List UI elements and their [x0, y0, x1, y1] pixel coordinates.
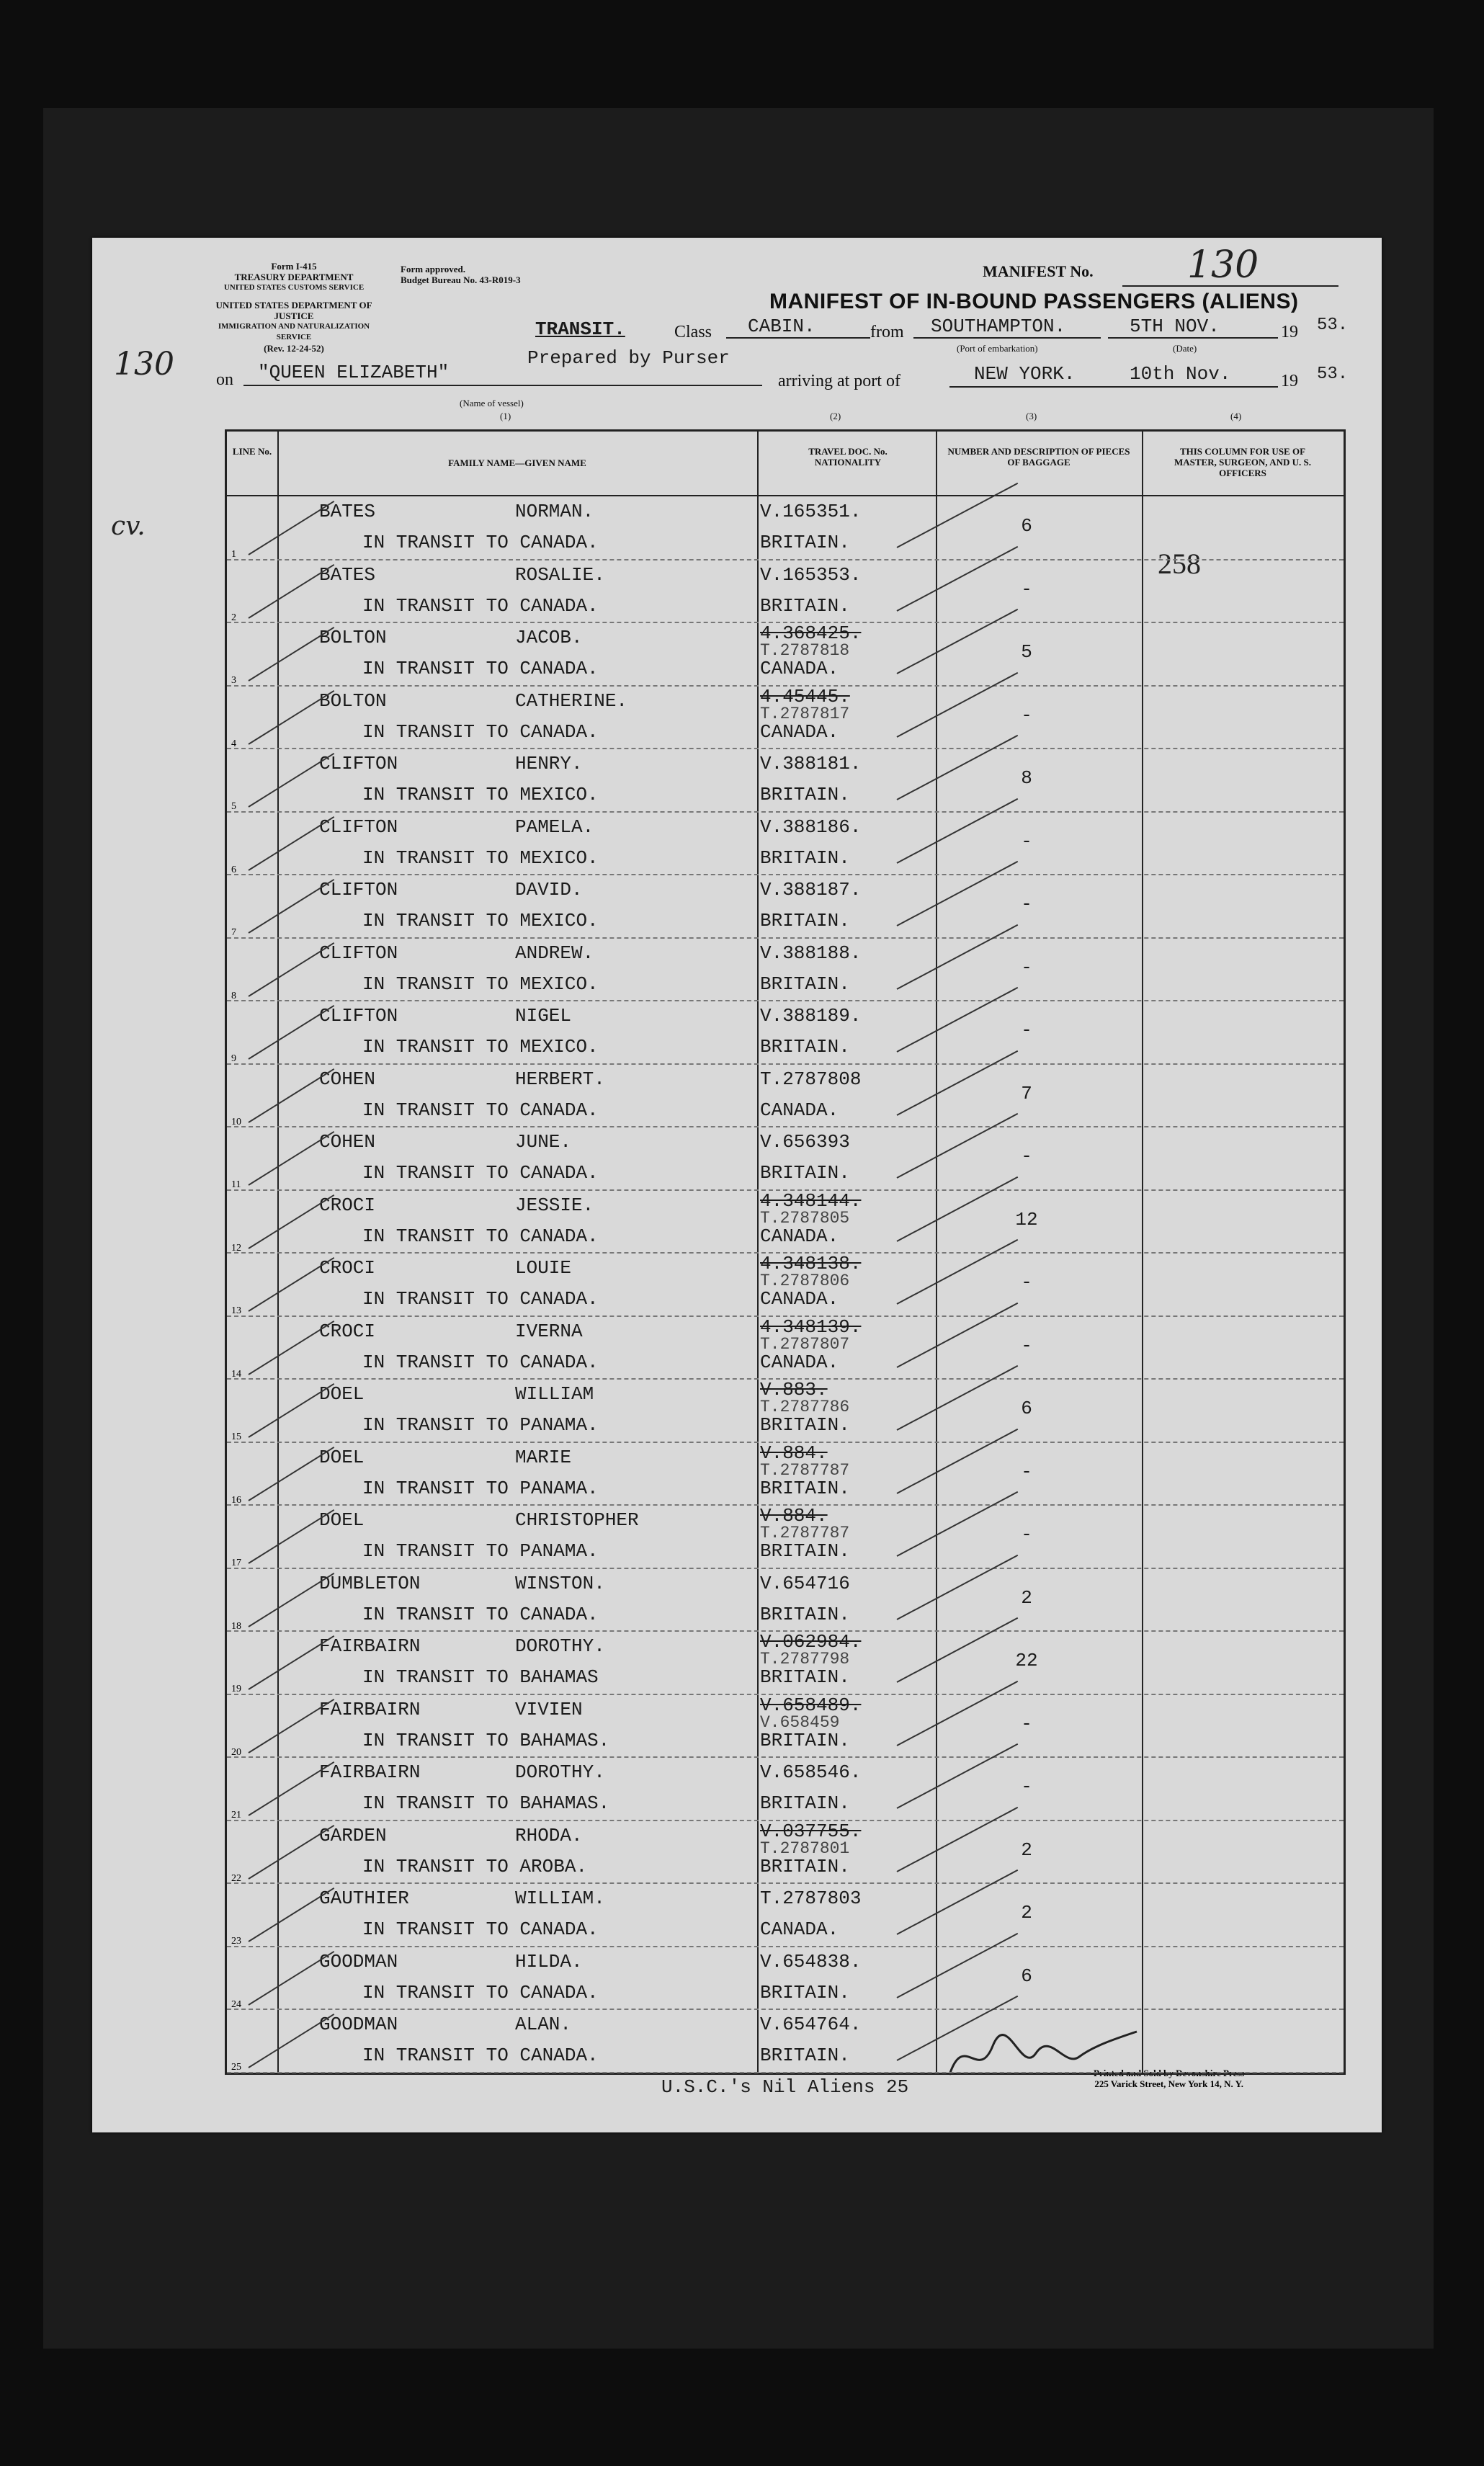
- nationality: BRITAIN.: [760, 1414, 850, 1436]
- travel-doc-number: T.2787786: [760, 1398, 850, 1416]
- table-row: [227, 2009, 1344, 2073]
- transit-note: IN TRANSIT TO MEXICO.: [362, 973, 599, 995]
- given-name: DAVID.: [515, 879, 583, 901]
- line-no-header: LINE No.: [232, 446, 272, 457]
- printer-line-2: 225 Varick Street, New York 14, N. Y.: [1094, 2078, 1244, 2089]
- nationality: CANADA.: [760, 658, 839, 679]
- check-mark: [897, 483, 1019, 548]
- col-num-1: (1): [500, 411, 511, 421]
- line-number: 5: [231, 801, 236, 812]
- from-value: SOUTHAMPTON.: [931, 316, 1066, 337]
- nationality: BRITAIN.: [760, 594, 850, 617]
- family-name: DOEL: [319, 1446, 365, 1468]
- check-mark: [248, 879, 334, 934]
- table-row: [227, 812, 1344, 875]
- check-mark: [248, 942, 334, 996]
- family-name: DUMBLETON: [319, 1572, 421, 1594]
- given-name: HENRY.: [515, 753, 583, 774]
- travel-doc-number: V.388181.: [760, 753, 862, 774]
- family-name: FAIRBAIRN: [319, 1635, 421, 1657]
- travel-doc-number: T.2787803: [760, 1888, 862, 1909]
- transit-note: IN TRANSIT TO CANADA.: [362, 1918, 599, 1940]
- table-row: [227, 1757, 1344, 1821]
- line-number: 16: [231, 1494, 241, 1506]
- transit-note: IN TRANSIT TO CANADA.: [362, 1162, 599, 1184]
- arrival-date: 10th Nov.: [1130, 363, 1231, 385]
- line-number: 14: [231, 1368, 241, 1380]
- baggage-count: -: [1021, 830, 1032, 852]
- nationality: BRITAIN.: [760, 532, 850, 553]
- table-body: [227, 496, 1344, 2073]
- nationality: BRITAIN.: [760, 1666, 850, 1688]
- check-mark: [248, 1950, 334, 2005]
- transit-note: IN TRANSIT TO CANADA.: [362, 2045, 599, 2066]
- date-underline: [1108, 337, 1278, 339]
- table-row: [227, 1064, 1344, 1127]
- table-row: [227, 1568, 1344, 1632]
- given-name: CHRISTOPHER: [515, 1509, 639, 1531]
- on-label: on: [216, 370, 233, 389]
- given-name: WILLIAM: [515, 1383, 594, 1405]
- passenger-table: [225, 429, 1346, 2075]
- baggage-count: 2: [1021, 1902, 1032, 1924]
- travel-doc-number: T.2787801: [760, 1839, 850, 1858]
- check-mark: [248, 1194, 334, 1248]
- line-number: 23: [231, 1936, 241, 1947]
- table-row: [227, 622, 1344, 686]
- travel-doc-number: T.2787798: [760, 1650, 850, 1668]
- family-name: CLIFTON: [319, 816, 398, 838]
- arrival-port: NEW YORK.: [974, 363, 1076, 385]
- class-underline: [726, 337, 870, 339]
- family-name: BATES: [319, 501, 376, 522]
- given-name: CATHERINE.: [515, 689, 628, 712]
- nationality: BRITAIN.: [760, 1162, 850, 1184]
- check-mark: [248, 753, 334, 808]
- line-number: 8: [231, 990, 236, 1001]
- table-row: [227, 686, 1344, 749]
- check-mark: [248, 1005, 334, 1060]
- baggage-count: 6: [1021, 1398, 1032, 1419]
- travel-doc-number: V.388187.: [760, 879, 862, 901]
- departure-date: 5TH NOV.: [1130, 316, 1220, 337]
- transit-note: IN TRANSIT TO BAHAMAS: [362, 1666, 599, 1688]
- row-dash-rule: [227, 2072, 1344, 2073]
- travel-doc-number: T.2787808: [760, 1068, 862, 1090]
- travel-doc-number: V.658459: [760, 1712, 840, 1732]
- travel-doc-number: V.654716: [760, 1572, 850, 1594]
- table-row: [227, 496, 1344, 560]
- check-mark: [248, 1383, 334, 1438]
- form-revision: (Rev. 12-24-52): [264, 343, 324, 354]
- check-mark: [248, 1635, 334, 1690]
- travel-doc-number: V.654764.: [760, 2014, 862, 2035]
- family-name: FAIRBAIRN: [319, 1761, 421, 1783]
- transit-note: IN TRANSIT TO CANADA.: [362, 532, 599, 553]
- travel-doc-number: T.2787817: [760, 704, 850, 723]
- transit-note: IN TRANSIT TO MEXICO.: [362, 1036, 599, 1058]
- nationality: BRITAIN.: [760, 784, 850, 805]
- transit-note: IN TRANSIT TO CANADA.: [362, 1351, 599, 1373]
- table-row: [227, 749, 1344, 812]
- line-number: 3: [231, 675, 236, 686]
- baggage-count: 2: [1021, 1839, 1032, 1861]
- nationality: BRITAIN.: [760, 910, 850, 932]
- nationality: CANADA.: [760, 1288, 839, 1310]
- nationality: BRITAIN.: [760, 1792, 850, 1814]
- table-row: [227, 1253, 1344, 1316]
- arrival-year-prefix: 19: [1281, 372, 1298, 390]
- nationality: BRITAIN.: [760, 1855, 850, 1877]
- from-label: from: [870, 323, 904, 341]
- check-mark: [248, 1824, 334, 1879]
- arrival-underline: [949, 386, 1278, 388]
- travel-doc-number: V.654838.: [760, 1950, 862, 1973]
- transit-note: IN TRANSIT TO CANADA.: [362, 1981, 599, 2003]
- treasury-dept: TREASURY DEPARTMENT: [234, 272, 354, 282]
- given-name: WINSTON.: [515, 1572, 605, 1594]
- struck-doc-number: 4.348138.: [760, 1253, 862, 1274]
- travel-doc-number: T.2787805: [760, 1208, 850, 1228]
- given-name: MARIE: [515, 1446, 572, 1468]
- nationality: BRITAIN.: [760, 973, 850, 995]
- customs-service: UNITED STATES CUSTOMS SERVICE: [223, 283, 365, 292]
- given-name: JUNE.: [515, 1131, 572, 1153]
- baggage-count: -: [1021, 1019, 1032, 1041]
- table-row: [227, 1127, 1344, 1190]
- given-name: VIVIEN: [515, 1698, 583, 1720]
- baggage-count: -: [1021, 578, 1032, 600]
- struck-doc-number: V.883.: [760, 1379, 828, 1400]
- table-row: [227, 560, 1344, 623]
- family-name: CROCI: [319, 1257, 376, 1279]
- given-name: NORMAN.: [515, 501, 594, 522]
- check-mark: [248, 1761, 334, 1816]
- transit-note: IN TRANSIT TO CANADA.: [362, 1225, 599, 1247]
- arriving-label: arriving at port of: [778, 372, 900, 390]
- travel-doc-number: T.2787818: [760, 641, 850, 660]
- nationality: BRITAIN.: [760, 1603, 850, 1625]
- baggage-header: NUMBER AND DESCRIPTION OF PIECES OF BAGGAGE: [947, 446, 1130, 468]
- table-row: [227, 1001, 1344, 1064]
- check-mark: [248, 1509, 334, 1564]
- margin-note: 130: [114, 346, 174, 383]
- official-header: THIS COLUMN FOR USE OF MASTER, SURGEON, AND U. S. OFFICERS: [1174, 446, 1311, 478]
- baggage-count: -: [1021, 1272, 1032, 1293]
- line-number: 15: [231, 1431, 241, 1442]
- given-name: ALAN.: [515, 2014, 572, 2035]
- transit-note: IN TRANSIT TO CANADA.: [362, 658, 599, 679]
- table-row: [227, 938, 1344, 1001]
- baggage-count: -: [1021, 956, 1032, 978]
- line-number: 22: [231, 1872, 241, 1884]
- table-row: [227, 1505, 1344, 1568]
- manifest-title: MANIFEST OF IN-BOUND PASSENGERS (ALIENS): [769, 290, 1299, 313]
- given-name: ANDREW.: [515, 942, 594, 964]
- date-caption: (Date): [1173, 343, 1197, 354]
- transit-label: TRANSIT.: [535, 318, 625, 340]
- struck-doc-number: 4.45445.: [760, 685, 850, 707]
- family-name: GARDEN: [319, 1824, 387, 1846]
- struck-doc-number: 4.348139.: [760, 1315, 862, 1338]
- nationality: CANADA.: [760, 1225, 839, 1247]
- check-mark: [248, 1320, 334, 1375]
- embarkation-caption: (Port of embarkation): [957, 343, 1038, 354]
- travel-doc-number: V.656393: [760, 1131, 850, 1153]
- travel-doc-number: V.165351.: [760, 501, 862, 522]
- form-number: Form I-415: [271, 261, 317, 272]
- given-name: NIGEL: [515, 1005, 572, 1027]
- given-name: PAMELA.: [515, 816, 594, 838]
- family-name: COHEN: [319, 1131, 376, 1153]
- baggage-count: -: [1021, 1145, 1032, 1167]
- transit-note: IN TRANSIT TO MEXICO.: [362, 910, 599, 932]
- transit-note: IN TRANSIT TO MEXICO.: [362, 846, 599, 869]
- year-prefix: 19: [1281, 323, 1298, 341]
- col-num-2: (2): [830, 411, 841, 421]
- ins-service: IMMIGRATION AND NATURALIZATION SERVICE: [218, 322, 370, 341]
- struck-doc-number: 4.348144.: [760, 1189, 862, 1212]
- given-name: IVERNA: [515, 1320, 583, 1342]
- nationality: BRITAIN.: [760, 1477, 850, 1499]
- line-number: 6: [231, 864, 236, 875]
- from-underline: [913, 337, 1101, 339]
- vessel-caption: (Name of vessel): [460, 398, 524, 408]
- nationality: CANADA.: [760, 1918, 839, 1940]
- vessel-underline: [243, 385, 762, 386]
- baggage-count: -: [1021, 1524, 1032, 1545]
- struck-doc-number: V.884.: [760, 1505, 828, 1527]
- struck-doc-number: V.062984.: [760, 1631, 862, 1653]
- family-name: CROCI: [319, 1194, 376, 1216]
- given-name: HERBERT.: [515, 1068, 605, 1090]
- class-value: CABIN.: [748, 316, 815, 337]
- given-name: DOROTHY.: [515, 1635, 605, 1657]
- travel-doc-number: V.388189.: [760, 1005, 862, 1027]
- baggage-count: 22: [1015, 1650, 1038, 1671]
- line-number: 17: [231, 1558, 241, 1568]
- check-mark: [248, 816, 334, 870]
- approval-block: [401, 264, 521, 285]
- nationality: BRITAIN.: [760, 1036, 850, 1058]
- nationality: CANADA.: [760, 720, 839, 743]
- table-row: [227, 1947, 1344, 2010]
- check-mark: [248, 627, 334, 682]
- budget-bureau: Budget Bureau No. 43-R019-3: [401, 274, 521, 285]
- manifest-no-label: MANIFEST No.: [983, 262, 1094, 280]
- given-name: JACOB.: [515, 627, 583, 648]
- baggage-count: 5: [1021, 641, 1032, 663]
- travel-doc-number: T.2787807: [760, 1334, 850, 1354]
- baggage-count: -: [1021, 1460, 1032, 1483]
- line-number: 1: [231, 549, 236, 560]
- baggage-count: 12: [1015, 1208, 1038, 1230]
- vessel-name: "QUEEN ELIZABETH": [258, 362, 450, 383]
- family-name: GAUTHIER: [319, 1888, 409, 1909]
- transit-note: IN TRANSIT TO PANAMA.: [362, 1414, 599, 1436]
- justice-block: [200, 300, 388, 354]
- family-name: GOODMAN: [319, 2014, 398, 2035]
- baggage-count: -: [1021, 704, 1032, 726]
- baggage-count: -: [1021, 893, 1032, 915]
- family-name: CLIFTON: [319, 942, 398, 964]
- line-number: 24: [231, 1998, 241, 2010]
- baggage-count: 8: [1021, 767, 1032, 789]
- given-name: ROSALIE.: [515, 563, 605, 586]
- transit-note: IN TRANSIT TO CANADA.: [362, 1603, 599, 1625]
- manifest-no-value: 130: [1187, 244, 1259, 287]
- line-number: 12: [231, 1242, 241, 1254]
- doc-header: TRAVEL DOC. No. NATIONALITY: [808, 446, 888, 468]
- baggage-count: -: [1021, 1712, 1032, 1735]
- nationality: BRITAIN.: [760, 1540, 850, 1562]
- baggage-count: 6: [1021, 515, 1032, 537]
- arrival-year: 53.: [1317, 365, 1349, 384]
- transit-note: IN TRANSIT TO BAHAMAS.: [362, 1729, 610, 1751]
- family-name: CLIFTON: [319, 1005, 398, 1027]
- check-mark: [248, 563, 334, 618]
- struck-doc-number: V.884.: [760, 1442, 828, 1464]
- transit-note: IN TRANSIT TO CANADA.: [362, 594, 599, 617]
- margin-cv: cv.: [111, 511, 146, 541]
- prepared-by: Prepared by Purser: [527, 347, 730, 369]
- transit-note: IN TRANSIT TO PANAMA.: [362, 1477, 599, 1499]
- check-mark: [248, 1068, 334, 1122]
- family-name: CLIFTON: [319, 753, 398, 774]
- family-name: FAIRBAIRN: [319, 1698, 421, 1720]
- transit-note: IN TRANSIT TO BAHAMAS.: [362, 1792, 610, 1814]
- table-row: [227, 1316, 1344, 1380]
- check-mark: [248, 1131, 334, 1186]
- nationality: BRITAIN.: [760, 1981, 850, 2003]
- form-approved: Form approved.: [401, 264, 466, 274]
- struck-doc-number: V.037755.: [760, 1820, 862, 1842]
- form-agency-block: [200, 261, 388, 293]
- table-row: [227, 1190, 1344, 1254]
- year-value: 53.: [1317, 316, 1349, 335]
- transit-note: IN TRANSIT TO CANADA.: [362, 1288, 599, 1310]
- check-mark: [248, 1446, 334, 1501]
- given-name: JESSIE.: [515, 1194, 594, 1216]
- nationality: CANADA.: [760, 1351, 839, 1373]
- given-name: WILLIAM.: [515, 1888, 605, 1909]
- travel-doc-number: V.658546.: [760, 1761, 862, 1783]
- transit-note: IN TRANSIT TO AROBA.: [362, 1855, 588, 1877]
- struck-doc-number: 4.368425.: [760, 622, 862, 644]
- line-number: 10: [231, 1116, 241, 1127]
- transit-note: IN TRANSIT TO CANADA.: [362, 1099, 599, 1121]
- line-number: 4: [231, 738, 236, 749]
- transit-note: IN TRANSIT TO MEXICO.: [362, 784, 599, 805]
- line-number: 21: [231, 1810, 241, 1821]
- travel-doc-number: V.388186.: [760, 816, 862, 838]
- line-number: 2: [231, 612, 236, 623]
- family-name: COHEN: [319, 1068, 376, 1090]
- struck-doc-number: V.658489.: [760, 1694, 862, 1716]
- family-name: CROCI: [319, 1320, 376, 1342]
- table-row: [227, 1379, 1344, 1442]
- line-number: 7: [231, 927, 236, 938]
- check-mark: [248, 1888, 334, 1942]
- table-row: [227, 1694, 1344, 1758]
- line-number: 20: [231, 1746, 241, 1758]
- check-mark: [248, 689, 334, 744]
- line-number: 19: [231, 1684, 241, 1694]
- check-mark: [248, 1698, 334, 1753]
- check-mark: [248, 1257, 334, 1312]
- family-name: DOEL: [319, 1509, 365, 1531]
- check-mark: [248, 501, 334, 555]
- line-number: 11: [231, 1179, 241, 1190]
- baggage-count: -: [1021, 1334, 1032, 1357]
- baggage-count: 6: [1021, 1965, 1032, 1987]
- line-number: 25: [231, 2062, 241, 2073]
- family-name: DOEL: [319, 1383, 365, 1405]
- transit-note: IN TRANSIT TO CANADA.: [362, 720, 599, 743]
- line-number: 18: [231, 1620, 241, 1632]
- nationality: BRITAIN.: [760, 846, 850, 869]
- family-name: CLIFTON: [319, 879, 398, 901]
- baggage-count: 2: [1021, 1586, 1032, 1609]
- family-name: BOLTON: [319, 689, 387, 712]
- travel-doc-number: T.2787787: [760, 1460, 850, 1480]
- given-name: DOROTHY.: [515, 1761, 605, 1783]
- baggage-count: -: [1021, 1776, 1032, 1797]
- line-number: 13: [231, 1305, 241, 1316]
- table-row: [227, 1442, 1344, 1506]
- nationality: BRITAIN.: [760, 1729, 850, 1751]
- official-note: 258: [1158, 548, 1201, 580]
- printer-line-1: Printed and Sold by Devonshire Press: [1094, 2068, 1245, 2078]
- name-header: FAMILY NAME—GIVEN NAME: [448, 457, 586, 468]
- family-name: BOLTON: [319, 627, 387, 648]
- summary-line: U.S.C.'s Nil Aliens 25: [661, 2076, 909, 2098]
- transit-note: IN TRANSIT TO PANAMA.: [362, 1540, 599, 1562]
- travel-doc-number: V.165353.: [760, 563, 862, 586]
- given-name: HILDA.: [515, 1950, 583, 1973]
- nationality: CANADA.: [760, 1099, 839, 1121]
- check-mark: [248, 2014, 334, 2068]
- table-row: [227, 1821, 1344, 1884]
- table-row: [227, 1631, 1344, 1694]
- given-name: RHODA.: [515, 1824, 583, 1846]
- line-number: 9: [231, 1053, 236, 1064]
- travel-doc-number: V.388188.: [760, 942, 862, 964]
- class-label: Class: [674, 323, 712, 341]
- check-mark: [248, 1572, 334, 1627]
- col-num-3: (3): [1026, 411, 1037, 421]
- table-row: [227, 875, 1344, 938]
- family-name: GOODMAN: [319, 1950, 398, 1973]
- travel-doc-number: T.2787787: [760, 1524, 850, 1542]
- baggage-count: 7: [1021, 1082, 1032, 1104]
- given-name: LOUIE: [515, 1257, 572, 1279]
- table-row: [227, 1883, 1344, 1947]
- travel-doc-number: T.2787806: [760, 1272, 850, 1290]
- nationality: BRITAIN.: [760, 2045, 850, 2066]
- family-name: BATES: [319, 563, 376, 586]
- manifest-no-underline: [1122, 285, 1338, 287]
- justice-dept: UNITED STATES DEPARTMENT OF JUSTICE: [215, 300, 372, 321]
- col-num-4: (4): [1230, 411, 1242, 421]
